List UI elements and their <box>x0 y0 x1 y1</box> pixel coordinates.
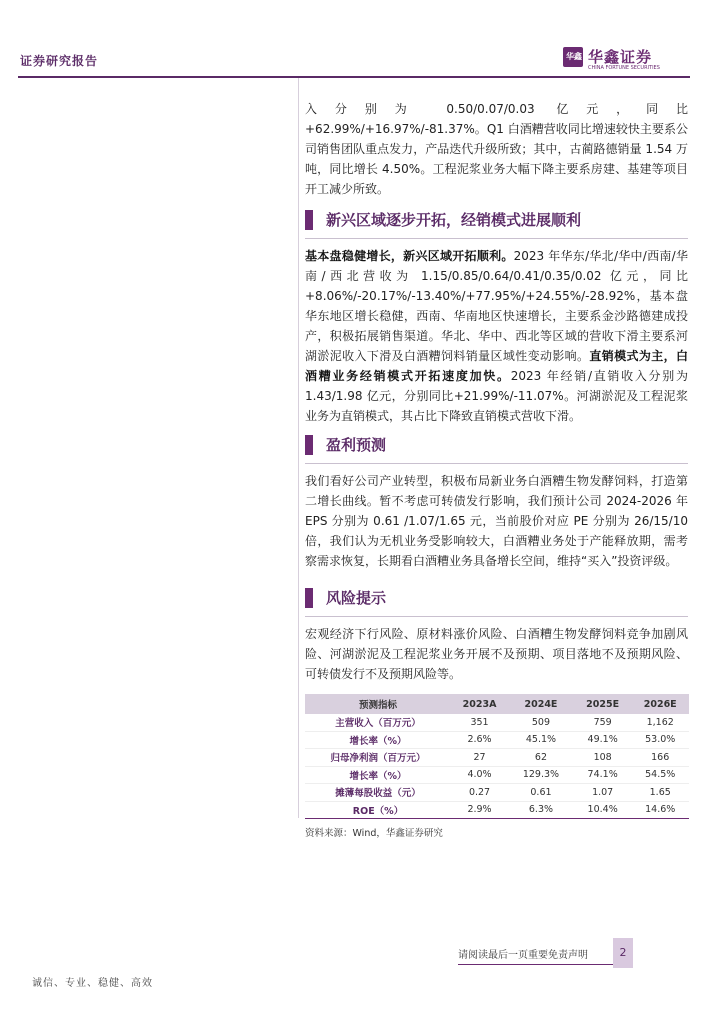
table-cell: 1.65 <box>631 784 689 802</box>
table-cell: 53.0% <box>631 731 689 749</box>
table-header-cell: 2024E <box>508 694 574 714</box>
header-divider <box>18 76 690 78</box>
section-divider <box>305 616 688 617</box>
footer-slogan: 诚信、专业、稳健、高效 <box>32 978 153 989</box>
company-logo <box>563 47 673 73</box>
table-cell: 27 <box>451 749 508 767</box>
table-cell: 166 <box>631 749 689 767</box>
table-cell: 759 <box>574 714 632 731</box>
table-cell: 509 <box>508 714 574 731</box>
page-number: 2 <box>613 938 633 968</box>
table-header-cell: 预测指标 <box>305 694 451 714</box>
column-divider <box>298 78 299 818</box>
report-type-title: 证券研究报告 <box>20 54 99 68</box>
table-cell: 49.1% <box>574 731 632 749</box>
table-row <box>305 766 689 784</box>
table-row <box>305 801 689 819</box>
table-cell: 1,162 <box>631 714 689 731</box>
risk-paragraph: 宏观经济下行风险、原材料涨价风险、白酒糟生物发酵饲料竞争加剧风险、河湖淤泥及工程泥浆业务开展不及预期、项目落地不及预期风险、可转债发行不及预期风险等。 <box>305 627 688 681</box>
row-label: 归母净利润（百万元） <box>305 749 451 767</box>
row-label: 主营收入（百万元） <box>305 714 451 731</box>
table-cell: 14.6% <box>631 801 689 819</box>
intro-paragraph: 入分别为 0.50/0.07/0.03 亿元，同比+62.99%/+16.97%/-81.37%。Q1 白酒糟营收同比增速较快主要系公司销售团队重点发力，产品迭代升级所致；其中，古蔺路德销量 1.54 万吨，同比增长 4.50%。工程泥浆业务大幅下降主要系房建、基建等项目开工减少所致。 <box>305 102 688 196</box>
table-cell: 0.61 <box>508 784 574 802</box>
table-cell: 0.27 <box>451 784 508 802</box>
table-cell: 4.0% <box>451 766 508 784</box>
section-heading-regions: 新兴区域逐步开拓，经销模式进展顺利 <box>305 209 688 230</box>
table-row <box>305 749 689 767</box>
table-cell: 2.6% <box>451 731 508 749</box>
table-header-cell: 2025E <box>574 694 632 714</box>
row-label: ROE（%） <box>305 801 451 819</box>
table-cell: 62 <box>508 749 574 767</box>
row-label: 摊薄每股收益（元） <box>305 784 451 802</box>
logo-english-name: CHINA FORTUNE SECURITIES <box>588 65 660 71</box>
section-marker-icon <box>305 210 313 230</box>
forecast-paragraph: 我们看好公司产业转型，积极布局新业务白酒糟生物发酵饲料，打造第二增长曲线。暂不考虑可转债发行影响，我们预计公司 2024-2026 年 EPS 分别为 0.61 /1.07/1.65 元，当前股价对应 PE 分别为 26/15/10 倍，我们认为无机业务受影响较大，白酒糟业务处于产能释放期，需考察需求恢复，长期看白酒糟业务具备增长空间，维持“买入”投资评级。 <box>305 474 688 568</box>
table-row <box>305 714 689 731</box>
table-source-note: 资料来源：Wind，华鑫证券研究 <box>305 828 443 839</box>
section-heading-forecast: 盈利预测 <box>305 434 688 455</box>
table-cell: 6.3% <box>508 801 574 819</box>
table-cell: 129.3% <box>508 766 574 784</box>
row-label: 增长率（%） <box>305 731 451 749</box>
table-cell: 10.4% <box>574 801 632 819</box>
disclaimer-note: 请阅读最后一页重要免责声明 <box>458 950 588 961</box>
table-header-cell: 2023A <box>451 694 508 714</box>
table-row <box>305 731 689 749</box>
section-divider <box>305 238 688 239</box>
logo-name: 华鑫证券 <box>588 48 653 66</box>
main-content <box>305 99 688 839</box>
logo-mark-icon: 华鑫 <box>563 47 583 67</box>
table-cell: 74.1% <box>574 766 632 784</box>
table-cell: 351 <box>451 714 508 731</box>
table-cell: 108 <box>574 749 632 767</box>
table-cell: 54.5% <box>631 766 689 784</box>
row-label: 增长率（%） <box>305 766 451 784</box>
table-cell: 1.07 <box>574 784 632 802</box>
regions-paragraph: 基本盘稳健增长，新兴区域开拓顺利。2023 年华东/华北/华中/西南/华南/西北营收为 1.15/0.85/0.64/0.41/0.35/0.02 亿元，同比+8.06%/-20.17%/-13.40%/+77.95%/+24.55%/-28.92%，基本盘华东地区增长稳健，西南、华南地区快速增长，主要系金沙路德建成投产，积极拓展销售渠道。华北、华中、西北等区域的营收下滑主要系河湖淤泥收入下滑及白酒糟饲料销量区域性变动影响。直销模式为主，白酒糟业务经销模式开拓速度加快。2023 年经销/直销收入分别为 1.43/1.98 亿元，分别同比+21.99%/-11.07%。河湖淤泥及工程泥浆业务为直销模式，其占比下降致直销模式营收下滑。 <box>305 249 688 423</box>
table-cell: 2.9% <box>451 801 508 819</box>
table-row <box>305 784 689 802</box>
table-header-cell: 2026E <box>631 694 689 714</box>
section-marker-icon <box>305 435 313 455</box>
section-divider <box>305 463 688 464</box>
table-cell: 45.1% <box>508 731 574 749</box>
section-heading-risk: 风险提示 <box>305 587 688 608</box>
table-header-row <box>305 694 689 714</box>
forecast-table <box>305 694 689 819</box>
section-marker-icon <box>305 588 313 608</box>
